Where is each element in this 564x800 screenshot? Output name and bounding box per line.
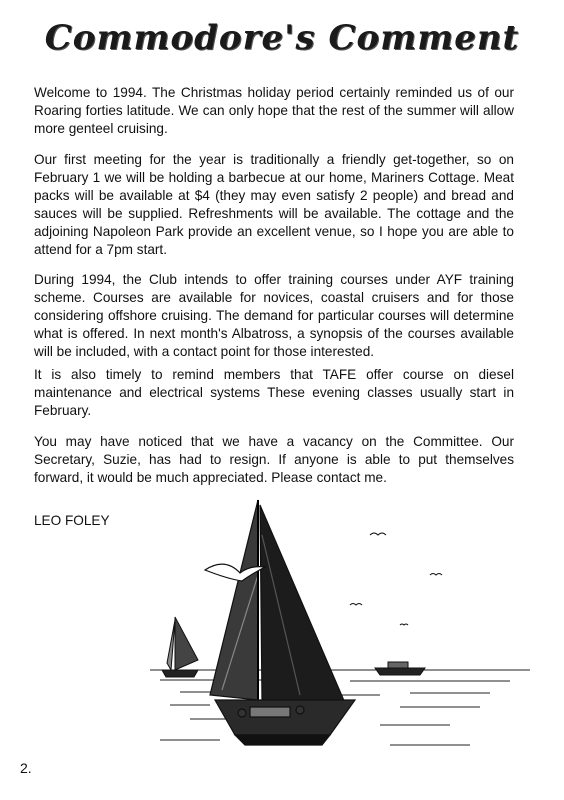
sailboat-illustration [150, 495, 530, 775]
paragraph-first-meeting: Our first meeting for the year is traditionally a friendly get-together, so on February 1 we will be holding a barbecue at our home, Mariners Cottage. Meat packs will be available at $4 (they may even satisfy 2 people) and bread and sauces will be supplied. Refreshments will be available. The cottage and the adjoining Napoleon Park provide an excellent venue, so I hope you are able to attend for a 7pm start. [34, 152, 514, 257]
author-signature: LEO FOLEY [34, 513, 110, 528]
paragraph-training-courses: During 1994, the Club intends to offer training courses under AYF training scheme. Courses are available for novices, coastal cruisers and for those considering offshore cruising. The demand for particular courses will determine what is offered. In next month's Albatross, a synopsis of the courses available will be included, with a contact point for those interested. [34, 272, 514, 359]
motor-boat [375, 662, 425, 675]
distant-sailboat [162, 617, 198, 677]
distant-birds [350, 533, 442, 625]
main-sailboat [210, 500, 355, 745]
paragraph-tafe-courses: It is also timely to remind members that TAFE offer course on diesel maintenance and electrical systems These evening classes usually start in February. [34, 367, 514, 418]
paragraph-committee-vacancy: You may have noticed that we have a vacancy on the Committee. Our Secretary, Suzie, has had to resign. If anyone is able to put themselves forward, it would be much appreciated. Please contact me. [34, 434, 514, 485]
page-number: 2. [20, 760, 32, 776]
paragraph-welcome: Welcome to 1994. The Christmas holiday period certainly reminded us of our Roaring forties latitude. We can only hope that the rest of the summer will allow more genteel cruising. [34, 85, 514, 136]
page-title: Commodore's Comment [44, 18, 520, 58]
